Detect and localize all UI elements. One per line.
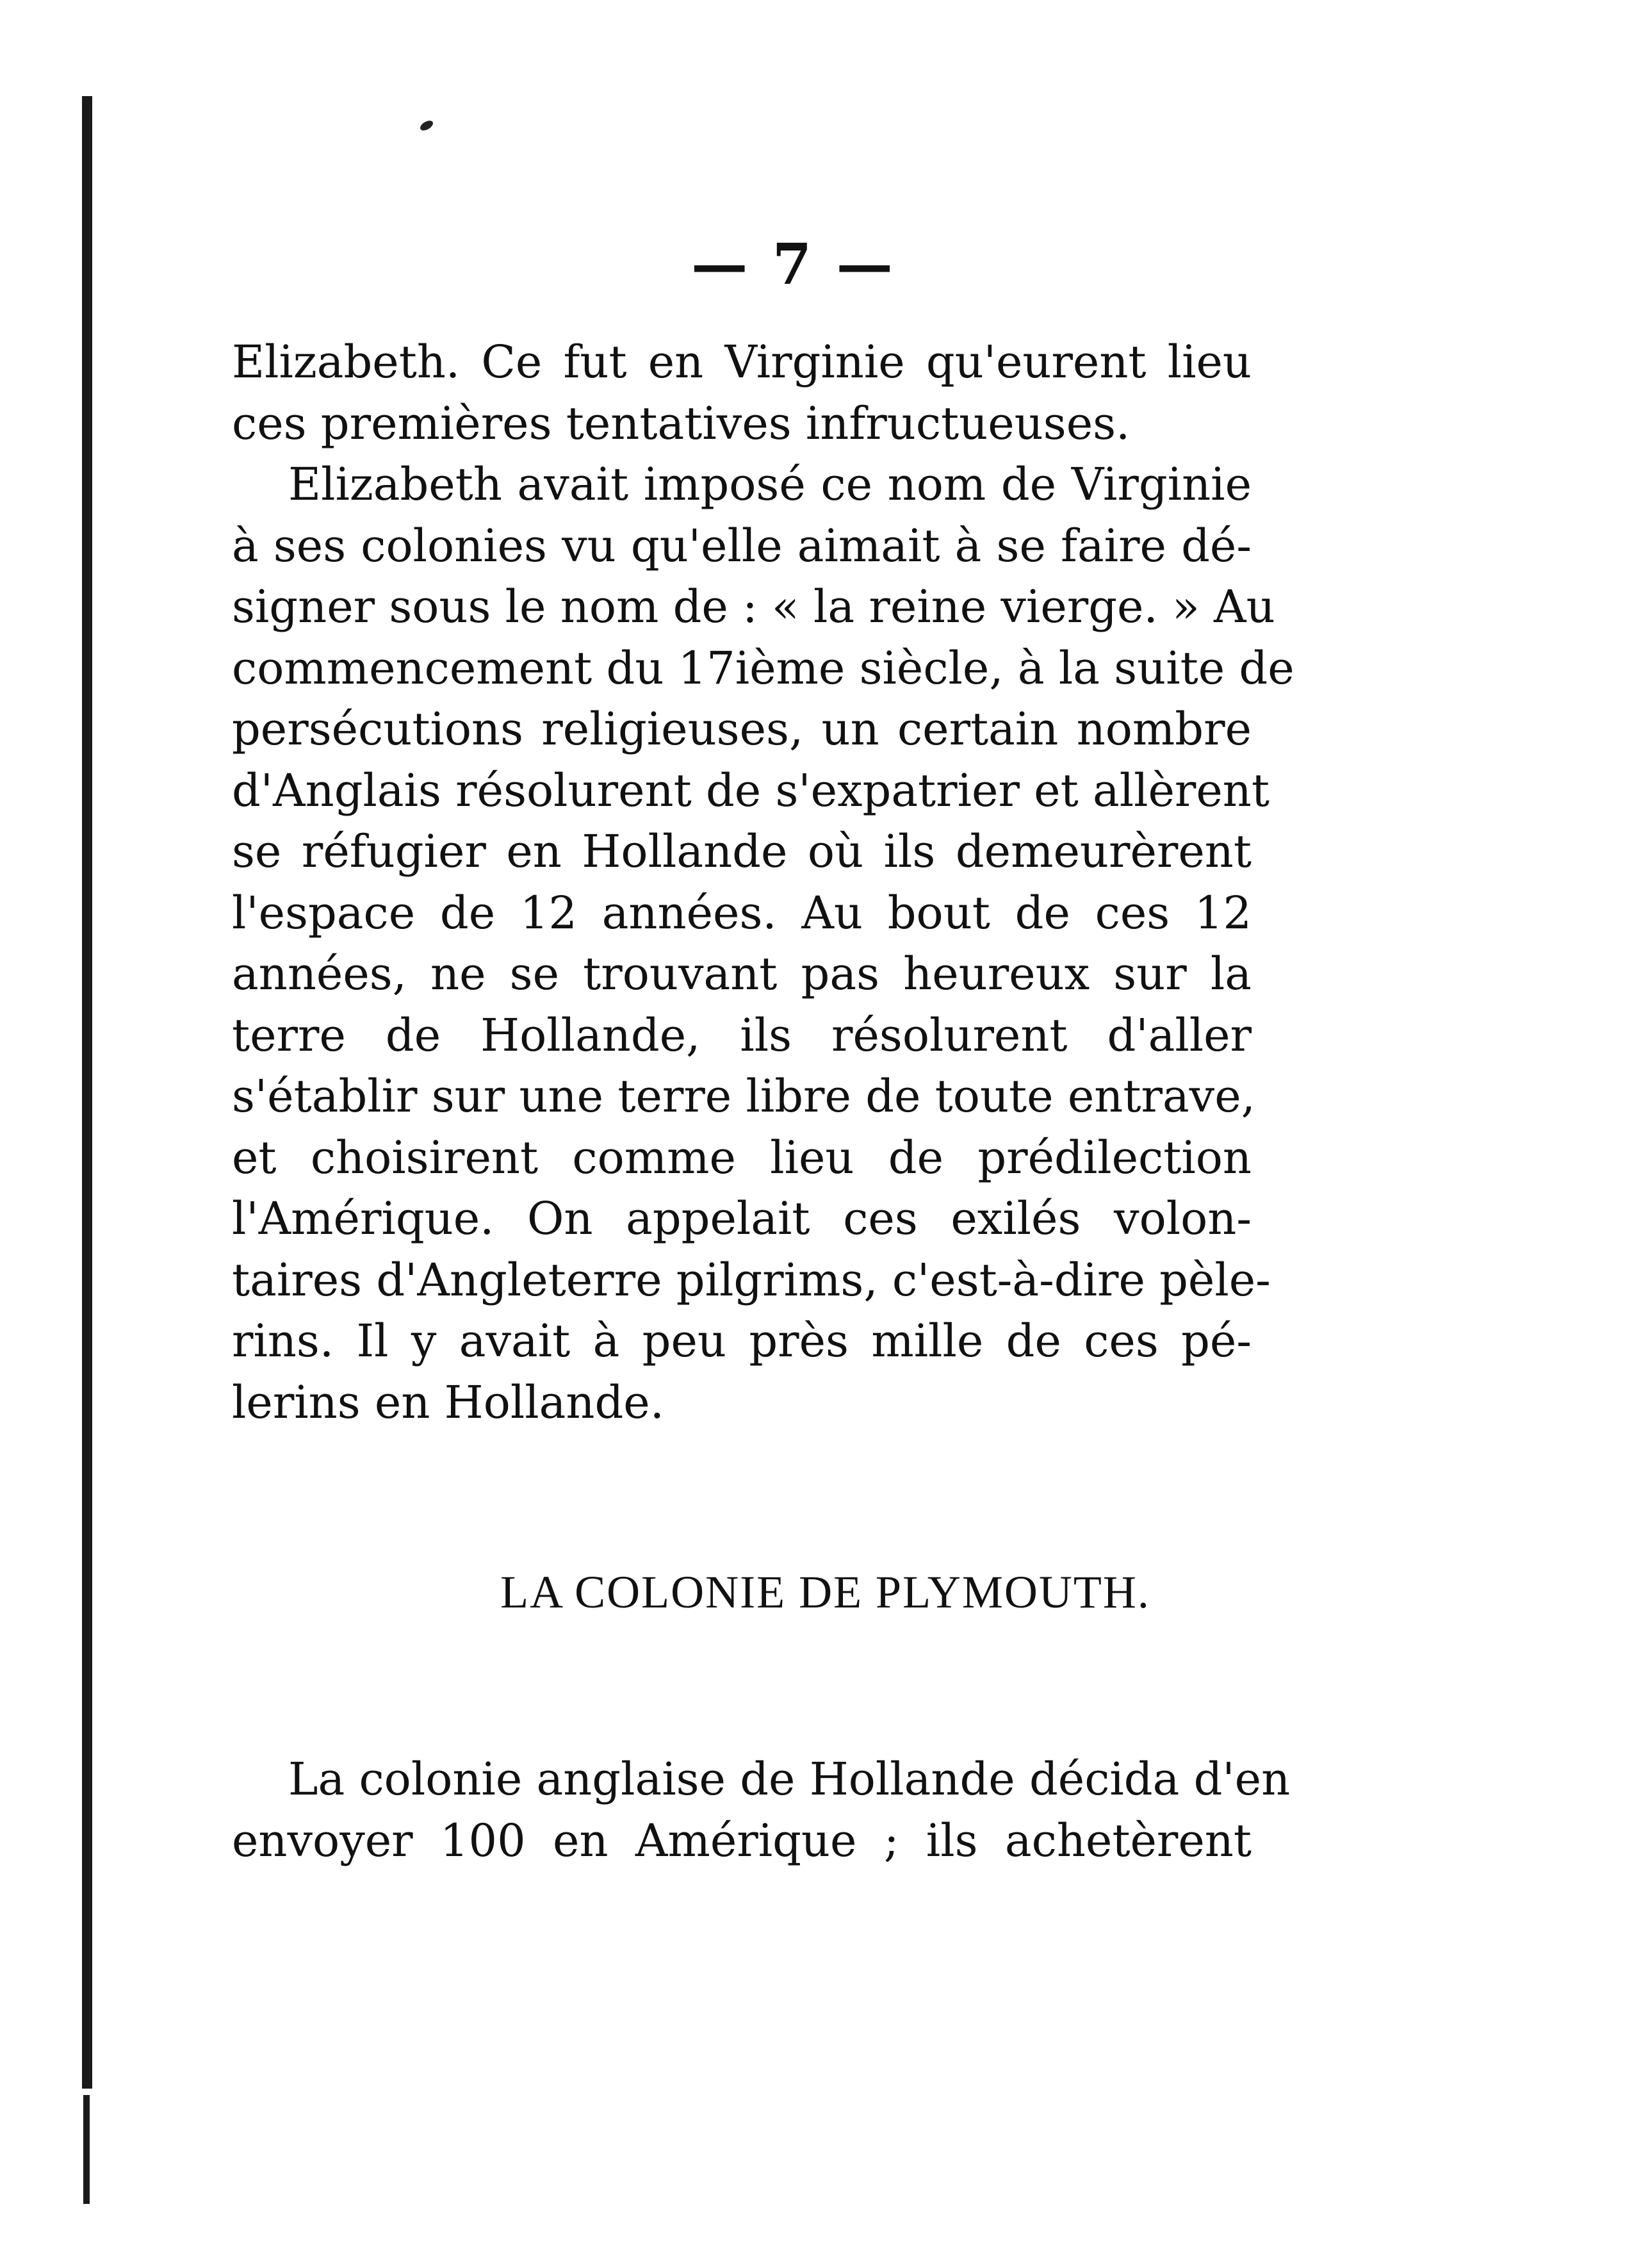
ink-speck [418,119,434,132]
page-spine-edge [82,96,92,2089]
text-line: à ses colonies vu qu'elle aimait à se faire dé- [232,519,1252,572]
text-line: l'espace de 12 années. Au bout de ces 12 [232,886,1252,939]
text-line: lerins en Hollande. [232,1376,664,1429]
text-line: signer sous le nom de : « la reine vierge. » Au [232,580,1275,633]
page-spine-edge-lower [83,2095,90,2204]
text-line: années, ne se trouvant pas heureux sur la [232,948,1252,1000]
text-line: La colonie anglaise de Hollande décida d'en [288,1753,1291,1805]
section-heading: LA COLONIE DE PLYMOUTH. [500,1566,1150,1618]
body-paragraphs [232,332,1294,1433]
text-line: taires d'Angleterre pilgrims, c'est-à-dire pèle- [232,1253,1271,1306]
text-line: s'établir sur une terre libre de toute entrave, [232,1070,1255,1122]
text-line: Elizabeth avait imposé ce nom de Virginie [288,458,1252,511]
text-line: persécutions religieuses, un certain nombre [232,703,1252,755]
section-paragraph [232,1749,1291,1871]
text-line: Elizabeth. Ce fut en Virginie qu'eurent lieu [232,336,1252,388]
text-line: se réfugier en Hollande où ils demeurèrent [232,825,1252,878]
text-line: terre de Hollande, ils résolurent d'aller [232,1008,1252,1062]
text-line: d'Anglais résolurent de s'expatrier et allèrent [232,764,1270,817]
text-line: l'Amérique. On appelait ces exilés volon- [232,1192,1252,1245]
text-line: et choisirent comme lieu de prédilection [232,1131,1252,1184]
text-line: rins. Il y avait à peu près mille de ces pé- [232,1315,1252,1367]
text-line: ces premières tentatives infructueuses. [232,397,1131,450]
page-number: — 7 — [691,231,895,297]
text-line: commencement du 17ième siècle, à la suite de [232,641,1294,694]
text-line: envoyer 100 en Amérique ; ils achetèrent [232,1814,1252,1867]
